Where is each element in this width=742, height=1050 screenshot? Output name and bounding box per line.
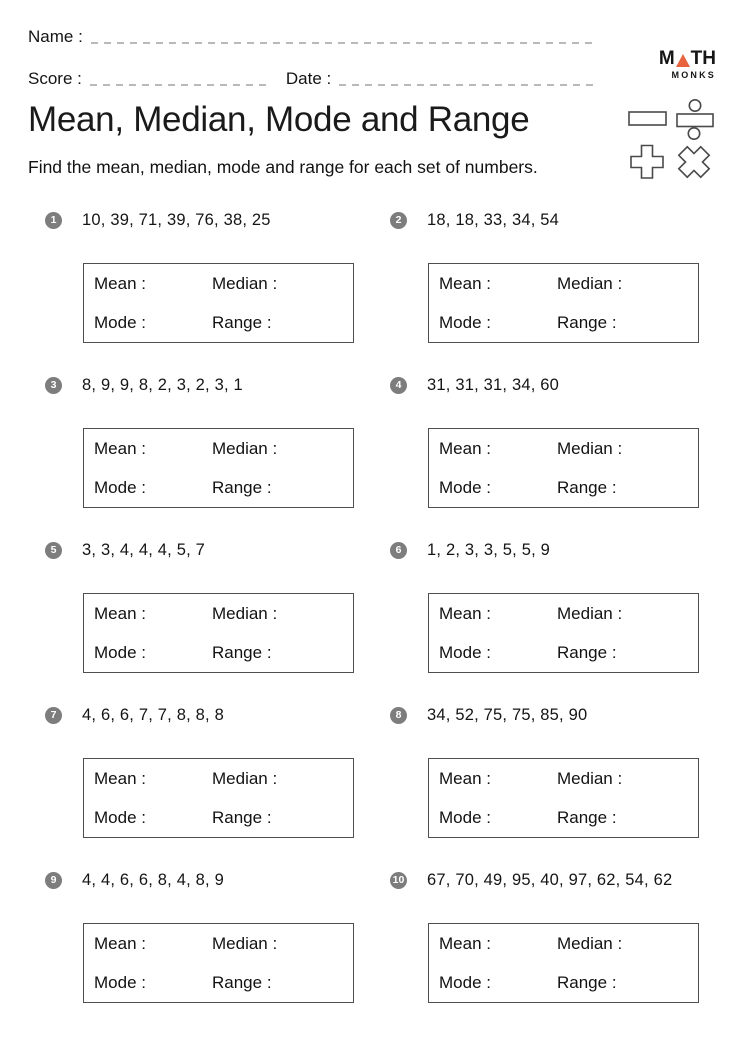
mode-answer-field[interactable] xyxy=(439,477,557,498)
problem-header xyxy=(45,695,371,735)
mode-label: Mode : xyxy=(94,643,146,662)
divide-icon xyxy=(676,98,716,141)
score-date-row xyxy=(28,69,594,89)
logo-subtext: MONKS xyxy=(671,70,716,80)
problem-header xyxy=(390,695,742,735)
answer-box xyxy=(83,428,354,508)
mode-answer-field[interactable] xyxy=(94,807,212,828)
mode-label: Mode : xyxy=(94,313,146,332)
median-answer-field[interactable] xyxy=(212,438,349,459)
logo-triangle-icon xyxy=(676,54,690,67)
date-label: Date : xyxy=(285,69,332,88)
name-label: Name : xyxy=(28,27,83,46)
median-label: Median : xyxy=(212,934,278,953)
range-label: Range : xyxy=(212,478,272,497)
name-row xyxy=(28,27,594,47)
name-input-line[interactable] xyxy=(91,42,594,44)
problem-number-badge: 6 xyxy=(390,542,407,559)
math-monks-logo xyxy=(659,49,716,80)
mean-label: Mean : xyxy=(94,274,146,293)
median-label: Median : xyxy=(557,604,623,623)
range-answer-field[interactable] xyxy=(557,477,694,498)
mean-label: Mean : xyxy=(94,934,146,953)
range-label: Range : xyxy=(212,808,272,827)
answer-box xyxy=(428,923,699,1003)
problem-item xyxy=(0,695,371,860)
mode-label: Mode : xyxy=(439,478,491,497)
mode-label: Mode : xyxy=(94,808,146,827)
problem-number-set: 31, 31, 31, 34, 60 xyxy=(427,375,560,394)
median-answer-field[interactable] xyxy=(212,603,349,624)
mean-answer-field[interactable] xyxy=(94,273,212,294)
mean-label: Mean : xyxy=(439,439,491,458)
mean-answer-field[interactable] xyxy=(439,273,557,294)
median-label: Median : xyxy=(557,439,623,458)
mean-label: Mean : xyxy=(439,769,491,788)
answer-box xyxy=(83,263,354,343)
mode-answer-field[interactable] xyxy=(439,807,557,828)
answer-box xyxy=(428,758,699,838)
mode-answer-field[interactable] xyxy=(94,477,212,498)
median-label: Median : xyxy=(557,769,623,788)
problem-header xyxy=(390,200,742,240)
mean-answer-field[interactable] xyxy=(439,603,557,624)
problem-number-badge: 9 xyxy=(45,872,62,889)
problem-item xyxy=(0,530,371,695)
problem-number-set: 1, 2, 3, 3, 5, 5, 9 xyxy=(427,540,551,559)
median-label: Median : xyxy=(212,769,278,788)
answer-box xyxy=(83,593,354,673)
range-label: Range : xyxy=(212,313,272,332)
problem-number-set: 10, 39, 71, 39, 76, 38, 25 xyxy=(82,210,271,229)
median-answer-field[interactable] xyxy=(557,603,694,624)
range-label: Range : xyxy=(557,478,617,497)
logo-letter-m: M xyxy=(658,48,675,69)
multiply-icon xyxy=(676,144,712,180)
range-answer-field[interactable] xyxy=(212,312,349,333)
mean-answer-field[interactable] xyxy=(94,438,212,459)
mode-label: Mode : xyxy=(94,478,146,497)
range-answer-field[interactable] xyxy=(212,477,349,498)
range-label: Range : xyxy=(557,973,617,992)
range-answer-field[interactable] xyxy=(212,972,349,993)
median-label: Median : xyxy=(557,274,623,293)
score-label: Score : xyxy=(28,69,82,88)
range-label: Range : xyxy=(557,313,617,332)
mean-label: Mean : xyxy=(439,604,491,623)
problem-number-badge: 1 xyxy=(45,212,62,229)
range-answer-field[interactable] xyxy=(557,972,694,993)
answer-box xyxy=(83,923,354,1003)
problem-number-set: 18, 18, 33, 34, 54 xyxy=(427,210,560,229)
mean-answer-field[interactable] xyxy=(94,933,212,954)
problem-number-set: 8, 9, 9, 8, 2, 3, 2, 3, 1 xyxy=(82,375,243,394)
median-label: Median : xyxy=(557,934,623,953)
problem-number-badge: 5 xyxy=(45,542,62,559)
mode-answer-field[interactable] xyxy=(439,312,557,333)
mode-answer-field[interactable] xyxy=(439,642,557,663)
mode-answer-field[interactable] xyxy=(94,642,212,663)
problem-header xyxy=(45,530,371,570)
problem-item xyxy=(0,200,371,365)
problem-number-badge: 2 xyxy=(390,212,407,229)
problem-item xyxy=(371,695,742,860)
median-answer-field[interactable] xyxy=(557,768,694,789)
problem-header xyxy=(45,365,371,405)
answer-box xyxy=(83,758,354,838)
mode-label: Mode : xyxy=(439,808,491,827)
answer-box xyxy=(428,428,699,508)
mode-answer-field[interactable] xyxy=(439,972,557,993)
range-label: Range : xyxy=(212,973,272,992)
problem-item xyxy=(371,530,742,695)
range-label: Range : xyxy=(212,643,272,662)
range-answer-field[interactable] xyxy=(212,642,349,663)
mean-answer-field[interactable] xyxy=(439,768,557,789)
median-label: Median : xyxy=(212,439,278,458)
range-label: Range : xyxy=(557,643,617,662)
mean-answer-field[interactable] xyxy=(94,768,212,789)
logo-wordmark xyxy=(659,49,716,68)
problem-number-badge: 10 xyxy=(390,872,407,889)
mode-answer-field[interactable] xyxy=(94,972,212,993)
answer-box xyxy=(428,593,699,673)
range-label: Range : xyxy=(557,808,617,827)
answer-box xyxy=(428,263,699,343)
page-title: Mean, Median, Mode and Range xyxy=(28,100,530,139)
logo-letters-th: TH xyxy=(690,48,716,69)
problem-item xyxy=(0,860,371,1025)
problem-header xyxy=(45,860,371,900)
problem-number-badge: 3 xyxy=(45,377,62,394)
mean-label: Mean : xyxy=(94,439,146,458)
mode-answer-field[interactable] xyxy=(94,312,212,333)
problem-header xyxy=(45,200,371,240)
range-answer-field[interactable] xyxy=(212,807,349,828)
mode-label: Mode : xyxy=(439,313,491,332)
median-answer-field[interactable] xyxy=(212,933,349,954)
minus-icon xyxy=(628,111,668,127)
mean-label: Mean : xyxy=(439,274,491,293)
problem-header xyxy=(390,365,742,405)
mean-label: Mean : xyxy=(94,604,146,623)
mean-answer-field[interactable] xyxy=(94,603,212,624)
problem-number-set: 4, 4, 6, 6, 8, 4, 8, 9 xyxy=(82,870,224,889)
mean-answer-field[interactable] xyxy=(439,933,557,954)
range-answer-field[interactable] xyxy=(557,807,694,828)
mean-label: Mean : xyxy=(439,934,491,953)
problems-grid xyxy=(0,200,742,1025)
problem-header xyxy=(390,860,742,900)
problem-item xyxy=(371,365,742,530)
date-input-line[interactable] xyxy=(339,84,594,86)
median-answer-field[interactable] xyxy=(557,273,694,294)
problem-item xyxy=(371,860,742,1025)
mode-label: Mode : xyxy=(94,973,146,992)
problem-number-set: 4, 6, 6, 7, 7, 8, 8, 8 xyxy=(82,705,224,724)
median-answer-field[interactable] xyxy=(557,438,694,459)
median-label: Median : xyxy=(212,604,278,623)
range-answer-field[interactable] xyxy=(557,312,694,333)
problem-item xyxy=(0,365,371,530)
plus-icon xyxy=(629,144,665,180)
problem-number-badge: 7 xyxy=(45,707,62,724)
problem-item xyxy=(371,200,742,365)
range-answer-field[interactable] xyxy=(557,642,694,663)
problem-header xyxy=(390,530,742,570)
problem-number-badge: 4 xyxy=(390,377,407,394)
median-answer-field[interactable] xyxy=(212,273,349,294)
problem-number-set: 3, 3, 4, 4, 4, 5, 7 xyxy=(82,540,206,559)
mode-label: Mode : xyxy=(439,973,491,992)
median-answer-field[interactable] xyxy=(212,768,349,789)
problem-number-set: 34, 52, 75, 75, 85, 90 xyxy=(427,705,588,724)
instructions-text: Find the mean, median, mode and range for each set of numbers. xyxy=(28,157,538,177)
problem-number-set: 67, 70, 49, 95, 40, 97, 62, 54, 62 xyxy=(427,870,673,889)
mean-answer-field[interactable] xyxy=(439,438,557,459)
score-input-line[interactable] xyxy=(90,84,268,86)
median-label: Median : xyxy=(212,274,278,293)
mode-label: Mode : xyxy=(439,643,491,662)
median-answer-field[interactable] xyxy=(557,933,694,954)
problem-number-badge: 8 xyxy=(390,707,407,724)
mean-label: Mean : xyxy=(94,769,146,788)
